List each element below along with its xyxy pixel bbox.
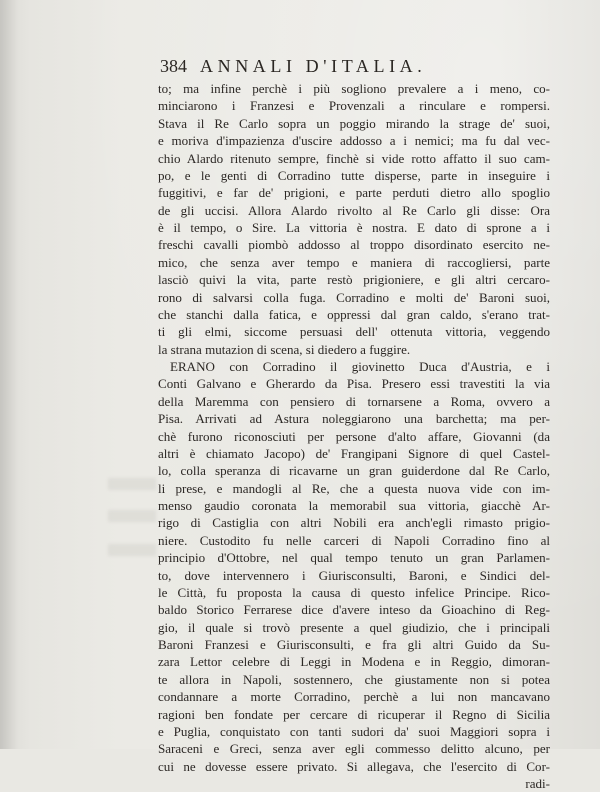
- bleed-through-mark: [108, 510, 156, 522]
- text-line: freschi cavalli piombò addosso al troppo disordinato esercito ne-: [158, 237, 550, 253]
- text-line: niere. Custodito fu nelle carceri di Napoli Corradino fino al: [158, 532, 550, 548]
- text-line: Baroni Franzesi e Giurisconsulti, e fra gli altri Guido da Su-: [158, 637, 550, 652]
- text-line: Saraceni e Greci, senza aver egli commesso delitto alcuno, per: [158, 741, 550, 757]
- text-line: altri è chiamato Jacopo) de' Frangipani Signore di quel Castel-: [158, 445, 550, 461]
- text-line: baldo Storico Ferrarese dice d'avere inteso da Gioachino di Reg-: [158, 602, 550, 618]
- body-text: [158, 80, 550, 792]
- text-line: e Puglia, conquistato con tanti sudori da' suoi Maggiori sopra i: [158, 723, 550, 739]
- text-line: ti gli elmi, siccome persuasi dell' ottenuta vittoria, veggendo: [158, 324, 550, 340]
- text-line: gio, il quale si trovò presente a quel giudizio, che i principali: [158, 619, 550, 635]
- text-line: zara Lettor celebre di Leggi in Modena e in Reggio, dimoran-: [158, 654, 550, 670]
- text-line: mico, che senza aver tempo e maniera di raccogliersi, parte: [158, 254, 550, 270]
- text-line: lo, colla speranza di ricavarne un gran guiderdone dal Re Carlo,: [158, 463, 550, 479]
- text-line: po, e le genti di Corradino tutte disperse, parte in inseguire i: [158, 167, 550, 183]
- text-line: minciarono i Franzesi e Provenzali a rinculare e rompersi.: [158, 98, 550, 114]
- text-line: fuggitivi, e far de' prigioni, e parte perduti dietro allo spoglio: [158, 185, 550, 201]
- text-line: della Maremma con pensiero di tornarsene a Roma, ovvero a: [158, 393, 550, 409]
- text-line: chio Alardo ritenuto sempre, finchè si vide rotto affatto il suo cam-: [158, 150, 550, 166]
- catchword: radi-: [525, 776, 550, 791]
- text-line: condannare a morte Corradino, perchè a lui non mancavano: [158, 689, 550, 705]
- text-line: to, dove intervennero i Giurisconsulti, Baroni, e Sindici del-: [158, 567, 550, 583]
- text-line: ragioni ben fondate per cercare di ricuperar il Regno di Sicilia: [158, 706, 550, 722]
- page-number: 384: [160, 56, 187, 76]
- text-line: Pisa. Arrivati ad Astura noleggiarono una barchetta; ma per-: [158, 411, 550, 427]
- text-line: chè furono riconosciuti per persone d'alto affare, Giovanni (da: [158, 428, 550, 444]
- text-line: li prese, e mandogli al Re, che a questa nuova vide con im-: [158, 480, 550, 496]
- text-line: e moriva d'impazienza d'uscire addosso a i nemici; ma fu dal vec-: [158, 133, 550, 149]
- text-line: lasciò quivi la vita, parte restò prigioniere, e gli altri cercaro-: [158, 272, 550, 288]
- text-line: Conti Galvano e Gherardo da Pisa. Presero essi travestiti la via: [158, 376, 550, 392]
- page-header: [160, 56, 560, 80]
- spine-shadow: [0, 0, 18, 749]
- text-line: Stava il Re Carlo sopra un poggio mirando la strage de' suoi,: [158, 115, 550, 131]
- text-line: cui ne dovesse essere privato. Si allegava, che l'esercito di Cor-: [158, 758, 550, 774]
- text-line: rigo di Castiglia con altri Nobili era anch'egli rimasto prigio-: [158, 515, 550, 531]
- running-title: ANNALI D'ITALIA.: [200, 56, 427, 76]
- text-line: è il tempo, o Sire. La vittoria è nostra. E dato di sprone a i: [158, 220, 550, 235]
- text-line: ERANO con Corradino il giovinetto Duca d'Austria, e i: [170, 359, 550, 374]
- text-line: menso gaudio coronata la memorabil sua vittoria, giacchè Ar-: [158, 498, 550, 513]
- text-line: rono di salvarsi colla fuga. Corradino e molti de' Baroni suoi,: [158, 289, 550, 305]
- text-line: de gli uccisi. Allora Alardo rivolto al Re Carlo gli disse: Ora: [158, 202, 550, 218]
- bleed-through-mark: [108, 478, 156, 490]
- bleed-through-mark: [108, 544, 156, 556]
- text-line: che stanchi dalla fatica, e oppressi dal gran caldo, s'erano trat-: [158, 306, 550, 322]
- text-line: le Città, fu proposta la causa di questo infelice Principe. Rico-: [158, 584, 550, 600]
- text-line: te allora in Napoli, sostennero, che giustamente non si potea: [158, 671, 550, 687]
- text-line: la strana mutazion di scena, si diedero a fuggire.: [158, 341, 411, 357]
- text-line: to; ma infine perchè i più sogliono prevalere a i meno, co-: [158, 81, 550, 96]
- text-line: principio d'Ottobre, nel qual tempo tenuto un gran Parlamen-: [158, 550, 550, 566]
